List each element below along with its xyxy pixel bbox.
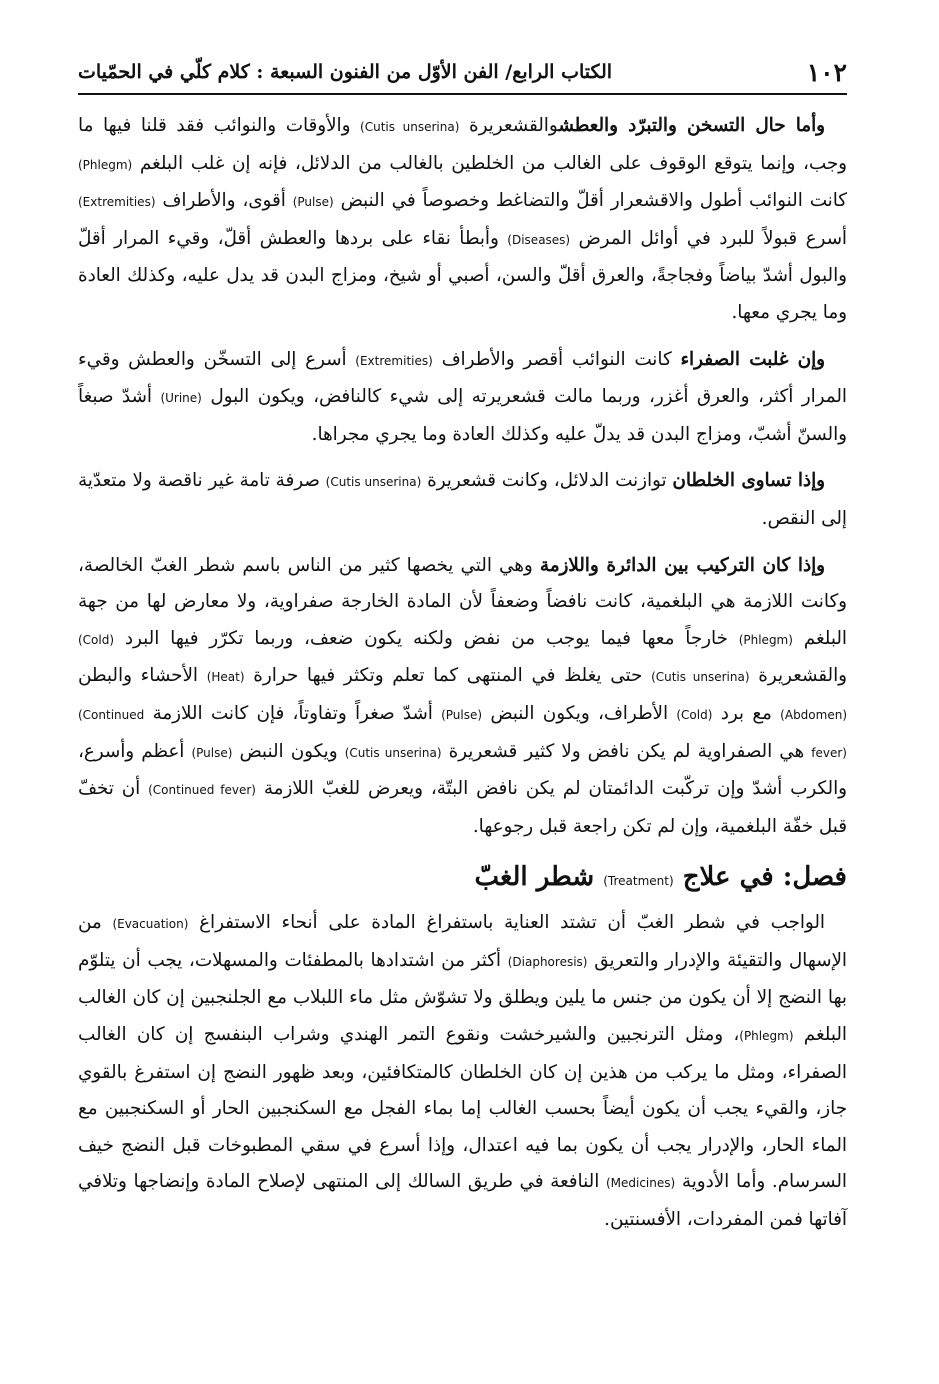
running-head: الكتاب الرابع/ الفن الأوّل من الفنون السبعة : كلام كلّي في الحمّيات [78, 61, 613, 83]
latin-gloss: (Continued fever) [148, 783, 256, 798]
latin-gloss: (Continued fever) [78, 707, 847, 760]
latin-gloss: (Pulse) [292, 195, 334, 210]
latin-gloss: (Evacuation) [112, 917, 189, 932]
text-run: الأحشاء والبطن [78, 665, 207, 687]
latin-gloss: (Phlegm) [78, 157, 133, 172]
paragraph-lead: وإذا تساوى الخلطان [672, 470, 825, 492]
text-run: والأوقات والنوائب فقد قلنا فيها ما وجب، وإنما يتوقع الوقوف على الغالب من الخلطين بالغالب من الدلائل، فإنه إن غلب البلغم [78, 115, 847, 174]
latin-gloss: (Extremities) [355, 353, 433, 368]
latin-gloss: (Phlegm) [738, 632, 793, 647]
latin-gloss: (Diseases) [507, 232, 571, 247]
text-run: أقوى، والأطراف [155, 190, 293, 212]
text-run: والقشعريرة [749, 665, 847, 687]
text-run: كانت النوائب أطول والاقشعرار أقلّ والتضاغط وخصوصاً في النبض [333, 190, 848, 212]
latin-gloss: (Cutis unserina) [344, 745, 442, 760]
text-run: الواجب في شطر الغبّ أن تشتد العناية باستفراغ المادة على أنحاء الاستفراغ [188, 912, 825, 934]
paragraph-4 [78, 548, 847, 846]
section-heading [78, 855, 847, 903]
latin-gloss: (Treatment) [603, 874, 674, 889]
text-run: توازنت الدلائل، وكانت قشعريرة [421, 470, 673, 492]
text-run: كانت النوائب أقصر والأطراف [432, 348, 681, 370]
paragraph-lead: وأما حال التسخن والتبرّد والعطش [558, 115, 825, 136]
latin-gloss: (Cold) [78, 632, 115, 647]
paragraph-3 [78, 463, 847, 537]
text-run: والقشعريرة [459, 115, 559, 136]
paragraph-lead: وإذا كان التركيب بين الدائرة واللازمة [539, 554, 825, 576]
latin-gloss: (Abdomen) [780, 707, 847, 722]
text-run: وأبطأ نقاء على بردها والعطش أقلّ، وقيء المرار أقلّ والبول أشدّ بياضاً وفجاجةً، والعرق أقلّ والسن، أصبي أو شيخ، ومزاج البدن قد يدل عليه، وكذلك العادة وما يجري معها. [78, 227, 847, 323]
latin-gloss: (Pulse) [441, 707, 483, 722]
text-run: أشدّ صغراً وتفاوتاً، فإن كانت اللازمة [144, 702, 442, 724]
latin-gloss: (Extremities) [78, 195, 156, 210]
text-run: ويكون النبض [232, 740, 345, 762]
paragraph-2 [78, 342, 847, 454]
text-run: أسرع قبولاً للبرد في أوائل المرض [570, 227, 847, 249]
latin-gloss: (Phlegm) [739, 1029, 794, 1044]
text-run: أن تخفّ قبل خفّة البلغمية، وإن لم تكن راجعة قبل رجوعها. [78, 778, 847, 837]
text-run: أكثر من اشتدادها بالمطفئات والمسهلات، يجب أن يتلوّم بها النضج إلا أن يكون من جنس ما يلين ويطلق ولا تشوّش مثل ماء اللبلاب مع الجلنجبين إن كان الغالب البلغم [78, 949, 847, 1046]
text-run: وهي التي يخصها كثير من الناس باسم شطر الغبّ الخالصة، وكانت اللازمة هي البلغمية، كانت نافضاً وضعفاً لأن المادة الخارجة صفراوية، ولا معارض لها من جهة البلغم [78, 554, 848, 649]
latin-gloss: (Diaphoresis) [507, 954, 588, 969]
text-run: حتى يغلظ في المنتهى كما تعلم وتكثر فيها حرارة [244, 665, 652, 687]
text-run: أسرع إلى التسخّن والعطش وقيء المرار أكثر، والعرق أغزر، وربما مالت قشعريرته إلى شيء كالنافض، ويكون البول [78, 348, 847, 408]
latin-gloss: (Medicines) [605, 1176, 676, 1191]
text-run: ، ومثل الترنجبين والشيرخشت ونقوع التمر الهندي وشراب البنفسج إن كان الغالب الصفراء، ومثل ما يركب من هذين إن كان الخلطان كالمتكافئين، وبعد ظهور النضج إن استفرغ بالقوي جاز، والقيء يجب أن يكون أيضاً بحسب الغالب إما بماء الفجل مع السكنجبين الحار أو السكنجبين مع الماء الحار، والإدرار يجب أن يكون بما فيه اعتدال، وإذا أسرع في سقي المطبوخات قبل النضج خيف السرسام. وأما الأدوية [78, 1024, 847, 1193]
paragraph-1 [78, 108, 847, 332]
latin-gloss: (Cutis unserina) [651, 670, 750, 685]
text-run: هي الصفراوية لم يكن نافض ولا كثير قشعريرة [441, 740, 812, 762]
text-run: خارجاً معها فيما يوجب من نفض ولكنه يكون ضعف، وربما تكرّر فيها البرد [114, 627, 739, 649]
header-rule [78, 93, 847, 95]
paragraph-5 [78, 905, 847, 1238]
page-number: ١٠٢ [806, 57, 847, 87]
latin-gloss: (Cutis unserina) [325, 475, 422, 490]
latin-gloss: (Urine) [160, 391, 202, 406]
text-run: صرفة تامة غير ناقصة ولا متعدّية إلى النقص. [78, 470, 847, 529]
latin-gloss: (Pulse) [191, 745, 233, 760]
latin-gloss: (Heat) [206, 670, 245, 685]
paragraph-lead: وإن غلبت الصفراء [680, 348, 825, 370]
section-heading-start: فصل: في علاج [673, 862, 847, 893]
section-heading-end: شطر الغبّ [474, 862, 604, 893]
text-run: الأطراف، ويكون النبض [482, 702, 677, 724]
text-run: أعظم وأسرع، والكرب أشدّ وإن تركّبت الدائمتان لم يكن نافض البتّة، ويعرض للغبّ اللازمة [78, 740, 847, 800]
page-header [78, 52, 847, 92]
latin-gloss: (Cutis unserina) [360, 120, 460, 134]
latin-gloss: (Cold) [676, 707, 713, 722]
text-run: من الإسهال والتقيئة والإدرار والتعريق [78, 912, 847, 971]
text-run: أشدّ صبغاً والسنّ أشبّ، ومزاج البدن قد يدلّ عليه وكذلك العادة وما يجري مجراها. [78, 386, 847, 445]
body-text [78, 108, 847, 1249]
text-run: مع برد [712, 702, 781, 724]
text-run: النافعة في طريق السالك إلى المنتهى لإصلاح المادة وإنضاجها وتلافي آفاتها فمن المفردات، الأفسنتين. [78, 1171, 847, 1231]
